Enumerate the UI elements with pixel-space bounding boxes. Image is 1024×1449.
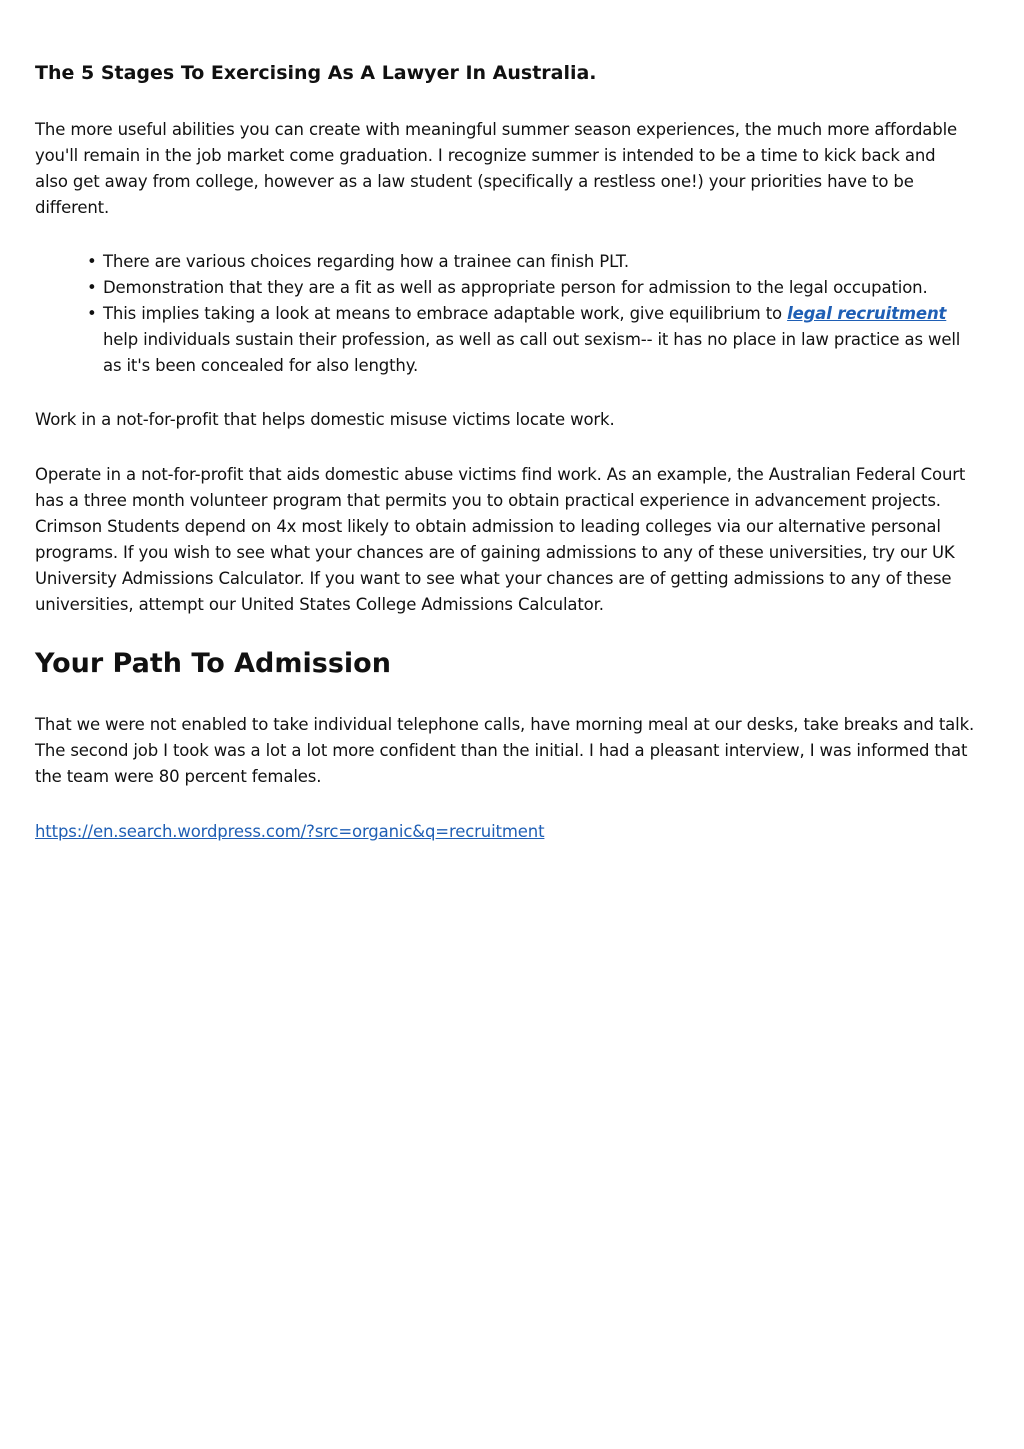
paragraph-operate-line: has a three month volunteer program that permits you to obtain practical experience in advancement projects. <box>35 491 941 510</box>
intro-paragraph-line: different. <box>35 198 110 217</box>
bullet-marker: • <box>87 278 97 297</box>
paragraph-operate <box>35 462 993 618</box>
section-heading: Your Path To Admission <box>35 648 391 679</box>
source-url-link[interactable]: https://en.search.wordpress.com/?src=organic&q=recruitment <box>35 822 545 841</box>
bullet-item <box>87 275 993 301</box>
paragraph-operate-line: Crimson Students depend on 4x most likely to obtain admission to leading colleges via our alternative personal <box>35 517 941 536</box>
intro-paragraph <box>35 117 993 221</box>
paragraph-calls-line: The second job I took was a lot a lot more confident than the initial. I had a pleasant interview, I was informed that <box>35 741 968 760</box>
bullet-item <box>87 249 993 275</box>
paragraph-calls <box>35 712 993 790</box>
intro-paragraph-line: you'll remain in the job market come graduation. I recognize summer is intended to be a time to kick back and <box>35 146 936 165</box>
bullet-text-line: as it's been concealed for also lengthy. <box>103 356 419 375</box>
intro-paragraph-line: also get away from college, however as a law student (specifically a restless one!) your priorities have to be <box>35 172 914 191</box>
bullet-text-before-link: This implies taking a look at means to embrace adaptable work, give equilibrium to <box>103 304 788 323</box>
paragraph-calls-line: the team were 80 percent females. <box>35 767 322 786</box>
paragraph-operate-line: universities, attempt our United States College Admissions Calculator. <box>35 595 604 614</box>
legal-recruitment-link[interactable]: legal recruitment <box>787 304 947 323</box>
bullet-list <box>87 249 993 379</box>
bullet-item <box>87 301 993 379</box>
article-title: The 5 Stages To Exercising As A Lawyer In Australia. <box>35 62 597 84</box>
paragraph-work: Work in a not-for-profit that helps domestic misuse victims locate work. <box>35 410 615 429</box>
bullet-text-line <box>103 301 993 327</box>
paragraph-operate-line: programs. If you wish to see what your chances are of gaining admissions to any of these universities, try our UK <box>35 543 955 562</box>
bullet-text: Demonstration that they are a fit as well as appropriate person for admission to the legal occupation. <box>103 278 928 297</box>
bullet-marker: • <box>87 304 97 323</box>
paragraph-operate-line: University Admissions Calculator. If you want to see what your chances are of getting admissions to any of these <box>35 569 952 588</box>
bullet-text-line: help individuals sustain their profession, as well as call out sexism-- it has no place in law practice as well <box>103 330 961 349</box>
paragraph-operate-line: Operate in a not-for-profit that aids domestic abuse victims find work. As an example, the Australian Federal Court <box>35 465 966 484</box>
intro-paragraph-line: The more useful abilities you can create with meaningful summer season experiences, the much more affordable <box>35 120 958 139</box>
paragraph-calls-line: That we were not enabled to take individual telephone calls, have morning meal at our desks, take breaks and talk. <box>35 715 975 734</box>
bullet-text: There are various choices regarding how a trainee can finish PLT. <box>103 252 629 271</box>
bullet-marker: • <box>87 252 97 271</box>
